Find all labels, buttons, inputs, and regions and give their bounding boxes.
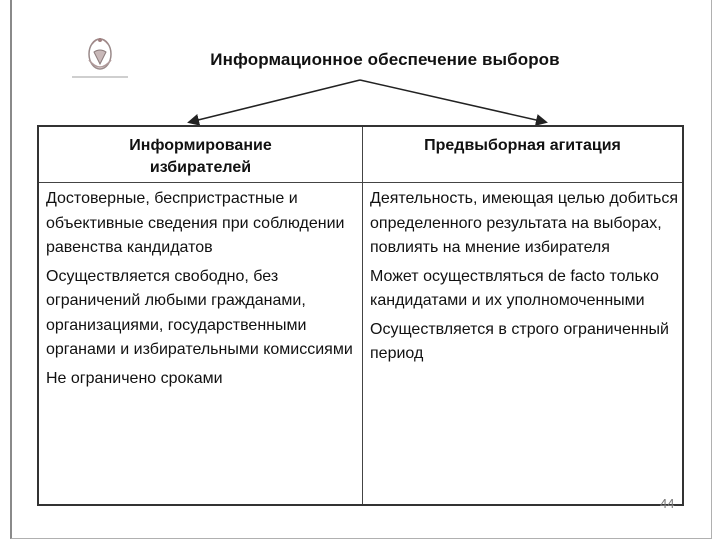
header-divider bbox=[39, 182, 682, 183]
arrow-right bbox=[360, 80, 545, 122]
slide-title: Информационное обеспечение выборов bbox=[210, 50, 560, 69]
left-item: Достоверные, беспристрастные и объективные сведения при соблюдении равенства кандидатов bbox=[46, 190, 345, 256]
left-column-body bbox=[46, 187, 356, 395]
left-item: Не ограничено сроками bbox=[46, 369, 223, 387]
right-item: Может осуществляться de facto только кандидатами и их уполномоченными bbox=[370, 267, 659, 309]
right-column-body bbox=[370, 187, 680, 371]
left-header-line1: Информирование bbox=[129, 137, 272, 154]
right-item: Деятельность, имеющая целью добиться определенного результата на выборах, повлиять на мнение избирателя bbox=[370, 190, 679, 256]
left-header-line2: избирателей bbox=[149, 159, 252, 176]
left-item: Осуществляется свободно, без ограничений любыми гражданами, организациями, государственными органами и избирательными комиссиями bbox=[46, 267, 353, 358]
right-item: Осуществляется в строго ограниченный период bbox=[370, 320, 669, 362]
arrow-left bbox=[190, 80, 360, 122]
right-column-header: Предвыборная агитация bbox=[424, 137, 621, 154]
page-number: 44 bbox=[660, 496, 675, 511]
comparison-table bbox=[37, 125, 684, 506]
column-divider bbox=[362, 127, 363, 504]
left-column-header bbox=[39, 135, 362, 179]
